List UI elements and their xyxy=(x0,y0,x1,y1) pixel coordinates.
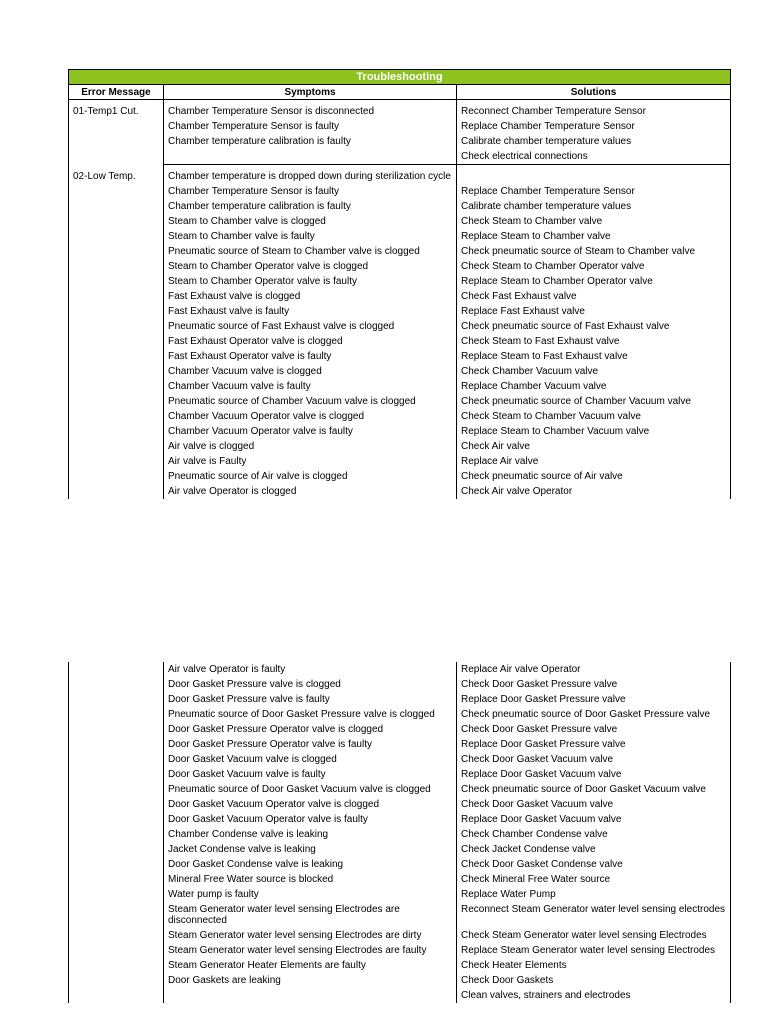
table-row xyxy=(69,259,731,274)
table-row xyxy=(69,928,731,943)
symptom-cell: Door Gasket Condense valve is leaking xyxy=(164,857,457,872)
table-row xyxy=(69,424,731,439)
table-row xyxy=(69,469,731,484)
table-row xyxy=(69,184,731,199)
symptom-cell: Steam to Chamber valve is faulty xyxy=(164,229,457,244)
symptom-cell: Fast Exhaust valve is faulty xyxy=(164,304,457,319)
solution-cell xyxy=(457,165,731,185)
solution-cell: Replace Door Gasket Pressure valve xyxy=(457,692,731,707)
solution-cell: Check Chamber Condense valve xyxy=(457,827,731,842)
symptom-cell: Fast Exhaust valve is clogged xyxy=(164,289,457,304)
table-header-row xyxy=(69,85,731,100)
symptom-cell: Chamber Temperature Sensor is faulty xyxy=(164,184,457,199)
table-row xyxy=(69,887,731,902)
symptom-cell: Door Gasket Pressure valve is clogged xyxy=(164,677,457,692)
symptom-cell: Door Gasket Pressure Operator valve is faulty xyxy=(164,737,457,752)
table-row xyxy=(69,199,731,214)
solution-cell: Check Steam Generator water level sensing Electrodes xyxy=(457,928,731,943)
table-row xyxy=(69,379,731,394)
solution-cell: Check Door Gasket Vacuum valve xyxy=(457,752,731,767)
solution-cell: Check Steam to Chamber valve xyxy=(457,214,731,229)
symptom-cell: Air valve is Faulty xyxy=(164,454,457,469)
symptom-cell xyxy=(164,988,457,1003)
symptom-cell: Steam Generator Heater Elements are faulty xyxy=(164,958,457,973)
header-symptoms: Symptoms xyxy=(164,85,457,100)
solution-cell: Check pneumatic source of Air valve xyxy=(457,469,731,484)
symptom-cell: Pneumatic source of Air valve is clogged xyxy=(164,469,457,484)
symptom-cell: Water pump is faulty xyxy=(164,887,457,902)
table-title-row xyxy=(69,70,731,85)
table-row xyxy=(69,349,731,364)
solution-cell: Replace Door Gasket Pressure valve xyxy=(457,737,731,752)
symptom-cell: Pneumatic source of Door Gasket Pressure valve is clogged xyxy=(164,707,457,722)
table-row xyxy=(69,752,731,767)
symptom-cell: Chamber Vacuum valve is clogged xyxy=(164,364,457,379)
symptom-cell: Pneumatic source of Door Gasket Vacuum valve is clogged xyxy=(164,782,457,797)
solution-cell: Check Fast Exhaust valve xyxy=(457,289,731,304)
table-row xyxy=(69,827,731,842)
symptom-cell: Steam Generator water level sensing Electrodes are disconnected xyxy=(164,902,457,928)
table-row xyxy=(69,812,731,827)
error-message-cell: 01-Temp1 Cut. xyxy=(69,100,164,165)
table-row xyxy=(69,842,731,857)
solution-cell: Check pneumatic source of Fast Exhaust valve xyxy=(457,319,731,334)
table-row xyxy=(69,707,731,722)
symptom-cell: Door Gasket Vacuum Operator valve is clogged xyxy=(164,797,457,812)
solution-cell: Check Heater Elements xyxy=(457,958,731,973)
troubleshooting-table-continued xyxy=(68,662,731,1003)
solution-cell: Replace Steam to Chamber valve xyxy=(457,229,731,244)
solution-cell: Check Door Gasket Pressure valve xyxy=(457,722,731,737)
table-row xyxy=(69,439,731,454)
solution-cell: Check Door Gasket Condense valve xyxy=(457,857,731,872)
table-row xyxy=(69,958,731,973)
solution-cell: Check Steam to Fast Exhaust valve xyxy=(457,334,731,349)
solution-cell: Replace Chamber Vacuum valve xyxy=(457,379,731,394)
symptom-cell: Pneumatic source of Steam to Chamber valve is clogged xyxy=(164,244,457,259)
symptom-cell: Pneumatic source of Chamber Vacuum valve is clogged xyxy=(164,394,457,409)
symptom-cell xyxy=(164,149,457,165)
solution-cell: Replace Steam to Chamber Vacuum valve xyxy=(457,424,731,439)
solution-cell: Check pneumatic source of Door Gasket Pressure valve xyxy=(457,707,731,722)
symptom-cell: Fast Exhaust Operator valve is faulty xyxy=(164,349,457,364)
symptom-cell: Chamber temperature calibration is faulty xyxy=(164,199,457,214)
solution-cell: Replace Steam to Chamber Operator valve xyxy=(457,274,731,289)
solution-cell: Reconnect Steam Generator water level sensing electrodes xyxy=(457,902,731,928)
solution-cell: Check Air valve Operator xyxy=(457,484,731,499)
troubleshooting-table xyxy=(68,69,731,499)
table-row xyxy=(69,857,731,872)
solution-cell: Check Steam to Chamber Vacuum valve xyxy=(457,409,731,424)
solution-cell: Reconnect Chamber Temperature Sensor xyxy=(457,100,731,120)
table-row xyxy=(69,902,731,928)
table-row xyxy=(69,782,731,797)
table-row xyxy=(69,767,731,782)
error-message-cell xyxy=(69,662,164,1003)
symptom-cell: Door Gasket Pressure valve is faulty xyxy=(164,692,457,707)
solution-cell: Check Steam to Chamber Operator valve xyxy=(457,259,731,274)
solution-cell: Replace Chamber Temperature Sensor xyxy=(457,184,731,199)
table-row xyxy=(69,943,731,958)
solution-cell: Check Door Gasket Vacuum valve xyxy=(457,797,731,812)
symptom-cell: Door Gasket Vacuum valve is faulty xyxy=(164,767,457,782)
symptom-cell: Chamber Vacuum valve is faulty xyxy=(164,379,457,394)
table-row xyxy=(69,119,731,134)
symptom-cell: Air valve is clogged xyxy=(164,439,457,454)
symptom-cell: Steam to Chamber Operator valve is clogged xyxy=(164,259,457,274)
table-row xyxy=(69,692,731,707)
symptom-cell: Steam Generator water level sensing Electrodes are dirty xyxy=(164,928,457,943)
solution-cell: Check pneumatic source of Steam to Chamber valve xyxy=(457,244,731,259)
table-row xyxy=(69,988,731,1003)
table-row xyxy=(69,134,731,149)
table-row xyxy=(69,409,731,424)
table-row xyxy=(69,244,731,259)
solution-cell: Replace Water Pump xyxy=(457,887,731,902)
table-row xyxy=(69,872,731,887)
solution-cell: Replace Chamber Temperature Sensor xyxy=(457,119,731,134)
table-title: Troubleshooting xyxy=(69,70,731,85)
symptom-cell: Chamber Vacuum Operator valve is faulty xyxy=(164,424,457,439)
table-row xyxy=(69,149,731,165)
symptom-cell: Chamber Temperature Sensor is disconnected xyxy=(164,100,457,120)
solution-cell: Replace Air valve xyxy=(457,454,731,469)
symptom-cell: Mineral Free Water source is blocked xyxy=(164,872,457,887)
solution-cell: Check Door Gaskets xyxy=(457,973,731,988)
solution-cell: Replace Fast Exhaust valve xyxy=(457,304,731,319)
symptom-cell: Chamber Vacuum Operator valve is clogged xyxy=(164,409,457,424)
solution-cell: Check electrical connections xyxy=(457,149,731,165)
solution-cell: Check Mineral Free Water source xyxy=(457,872,731,887)
table-row xyxy=(69,274,731,289)
symptom-cell: Steam to Chamber valve is clogged xyxy=(164,214,457,229)
table-row xyxy=(69,797,731,812)
error-message-cell: 02-Low Temp. xyxy=(69,165,164,500)
solution-cell: Clean valves, strainers and electrodes xyxy=(457,988,731,1003)
symptom-cell: Chamber Condense valve is leaking xyxy=(164,827,457,842)
troubleshooting-table-page2 xyxy=(68,662,730,1003)
symptom-cell: Door Gasket Vacuum Operator valve is faulty xyxy=(164,812,457,827)
table-row xyxy=(69,677,731,692)
symptom-cell: Door Gasket Vacuum valve is clogged xyxy=(164,752,457,767)
solution-cell: Check Air valve xyxy=(457,439,731,454)
table-row xyxy=(69,454,731,469)
table-row xyxy=(69,394,731,409)
symptom-cell: Air valve Operator is clogged xyxy=(164,484,457,499)
table-row xyxy=(69,165,731,185)
symptom-cell: Jacket Condense valve is leaking xyxy=(164,842,457,857)
table-row xyxy=(69,484,731,499)
table-row xyxy=(69,364,731,379)
solution-cell: Check pneumatic source of Door Gasket Vacuum valve xyxy=(457,782,731,797)
symptom-cell: Chamber Temperature Sensor is faulty xyxy=(164,119,457,134)
solution-cell: Check pneumatic source of Chamber Vacuum valve xyxy=(457,394,731,409)
solution-cell: Calibrate chamber temperature values xyxy=(457,134,731,149)
symptom-cell: Steam to Chamber Operator valve is faulty xyxy=(164,274,457,289)
table-row xyxy=(69,973,731,988)
solution-cell: Replace Steam Generator water level sensing Electrodes xyxy=(457,943,731,958)
symptom-cell: Pneumatic source of Fast Exhaust valve is clogged xyxy=(164,319,457,334)
table-row xyxy=(69,229,731,244)
table-row xyxy=(69,662,731,677)
table-row xyxy=(69,319,731,334)
symptom-cell: Air valve Operator is faulty xyxy=(164,662,457,677)
table-row xyxy=(69,100,731,120)
solution-cell: Replace Door Gasket Vacuum valve xyxy=(457,812,731,827)
solution-cell: Calibrate chamber temperature values xyxy=(457,199,731,214)
table-row xyxy=(69,304,731,319)
solution-cell: Replace Air valve Operator xyxy=(457,662,731,677)
table-row xyxy=(69,214,731,229)
header-solutions: Solutions xyxy=(457,85,731,100)
header-error-message: Error Message xyxy=(69,85,164,100)
solution-cell: Check Chamber Vacuum valve xyxy=(457,364,731,379)
table-row xyxy=(69,289,731,304)
symptom-cell: Steam Generator water level sensing Electrodes are faulty xyxy=(164,943,457,958)
symptom-cell: Chamber temperature is dropped down during sterilization cycle xyxy=(164,165,457,185)
table-row xyxy=(69,334,731,349)
solution-cell: Replace Door Gasket Vacuum valve xyxy=(457,767,731,782)
symptom-cell: Chamber temperature calibration is faulty xyxy=(164,134,457,149)
solution-cell: Check Jacket Condense valve xyxy=(457,842,731,857)
symptom-cell: Door Gasket Pressure Operator valve is clogged xyxy=(164,722,457,737)
symptom-cell: Fast Exhaust Operator valve is clogged xyxy=(164,334,457,349)
solution-cell: Replace Steam to Fast Exhaust valve xyxy=(457,349,731,364)
solution-cell: Check Door Gasket Pressure valve xyxy=(457,677,731,692)
table-row xyxy=(69,722,731,737)
troubleshooting-table-page1 xyxy=(68,69,730,499)
table-row xyxy=(69,737,731,752)
symptom-cell: Door Gaskets are leaking xyxy=(164,973,457,988)
